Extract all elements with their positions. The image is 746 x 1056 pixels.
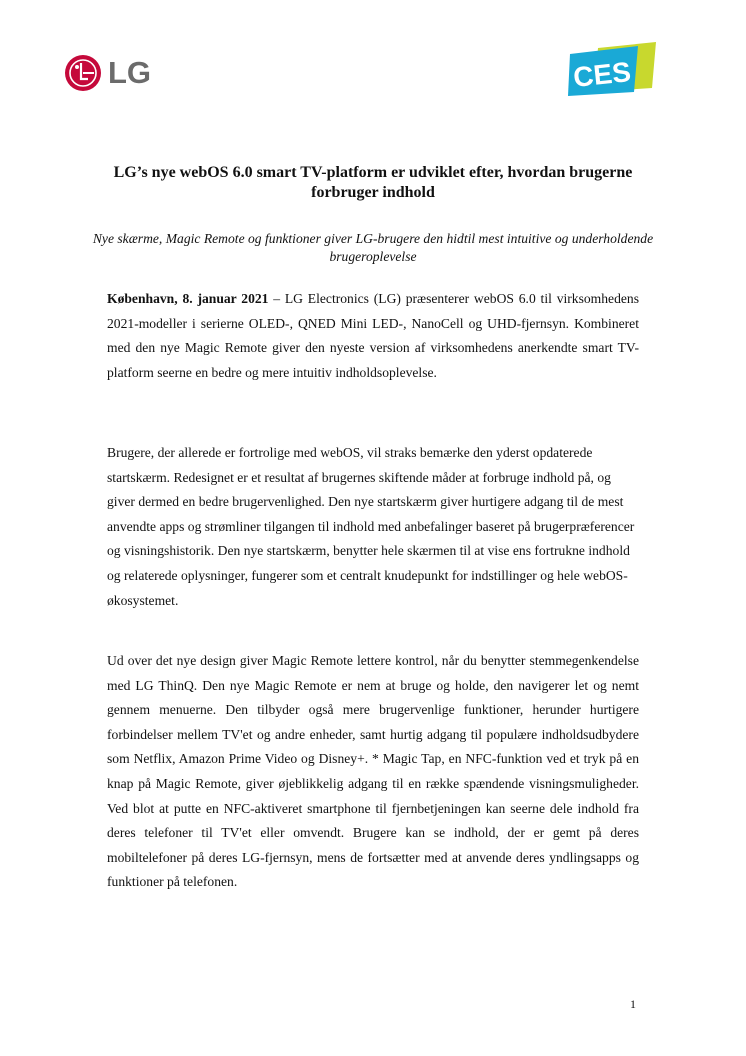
ces-logo <box>568 40 660 96</box>
page-number: 1 <box>630 997 636 1011</box>
lg-logo-text: LG <box>108 55 152 90</box>
paragraph-intro <box>107 287 639 385</box>
lg-face-icon <box>64 54 102 92</box>
press-release-subtitle: Nye skærme, Magic Remote og funktioner giver LG-brugere den hidtil mest intuitive og underholdende brugeroplevelse <box>92 231 654 264</box>
lg-logo <box>64 54 174 94</box>
ces-logo-text: CES <box>571 56 633 93</box>
dateline: København, 8. januar 2021 <box>107 291 269 306</box>
paragraph-homescreen: Brugere, der allerede er fortrolige med webOS, vil straks bemærke den yderst opdaterede startskærm. Redesignet er et resultat af brugernes skiftende måder at forbruge indhold på, og giver dermed en bedre brugervenlighed. Den nye startskærm giver hurtigere adgang til de mest anvendte apps og strømliner tilgangen til indhold med anbefalinger baseret på brugerpræferencer og visningshistorik. Den nye startskærm, benytter hele skærmen til at vise ens fortrukne indhold og relaterede oplysninger, fungerer som et centralt knudepunkt for indstillinger og hele webOS-økosystemet. <box>107 445 635 608</box>
press-release-title: LG’s nye webOS 6.0 smart TV-platform er udviklet efter, hvordan brugerne forbruger indhold <box>113 164 633 201</box>
paragraph-intro-text: – LG Electronics (LG) præsenterer webOS 6.0 til virksomhedens 2021-modeller i serierne OLED-, QNED Mini LED-, NanoCell og UHD-fjernsyn. Kombineret med den nye Magic Remote giver den nyeste version af virksomhedens anerkendte smart TV-platform seerne en bedre og mere intuitiv indholdsoplevelse. <box>107 291 639 380</box>
paragraph-magic-remote: Ud over det nye design giver Magic Remote lettere kontrol, når du benytter stemmegenkendelse med LG ThinQ. Den nye Magic Remote er nem at bruge og holde, den navigerer let og nemt gennem menuerne. Den tilbyder også mere brugervenlige funktioner, herunder hurtigere forbindelser mellem TV'et og andre enheder, samt hurtig adgang til populære indholdsudbydere som Netflix, Amazon Prime Video og Disney+. * Magic Tap, en NFC-funktion ved et tryk på en knap på Magic Remote, giver øjeblikkelig adgang til en række spændende visningsmuligheder. Ved blot at putte en NFC-aktiveret smartphone til fjernbetjeningen kan seerne dele indhold fra deres telefoner til TV'et eller omvendt. Brugere kan se indhold, der er gemt på deres mobiltelefoner på deres LG-fjernsyn, mens de fortsætter med at anvende deres yndlingsapps og funktioner på telefonen. <box>107 653 639 890</box>
